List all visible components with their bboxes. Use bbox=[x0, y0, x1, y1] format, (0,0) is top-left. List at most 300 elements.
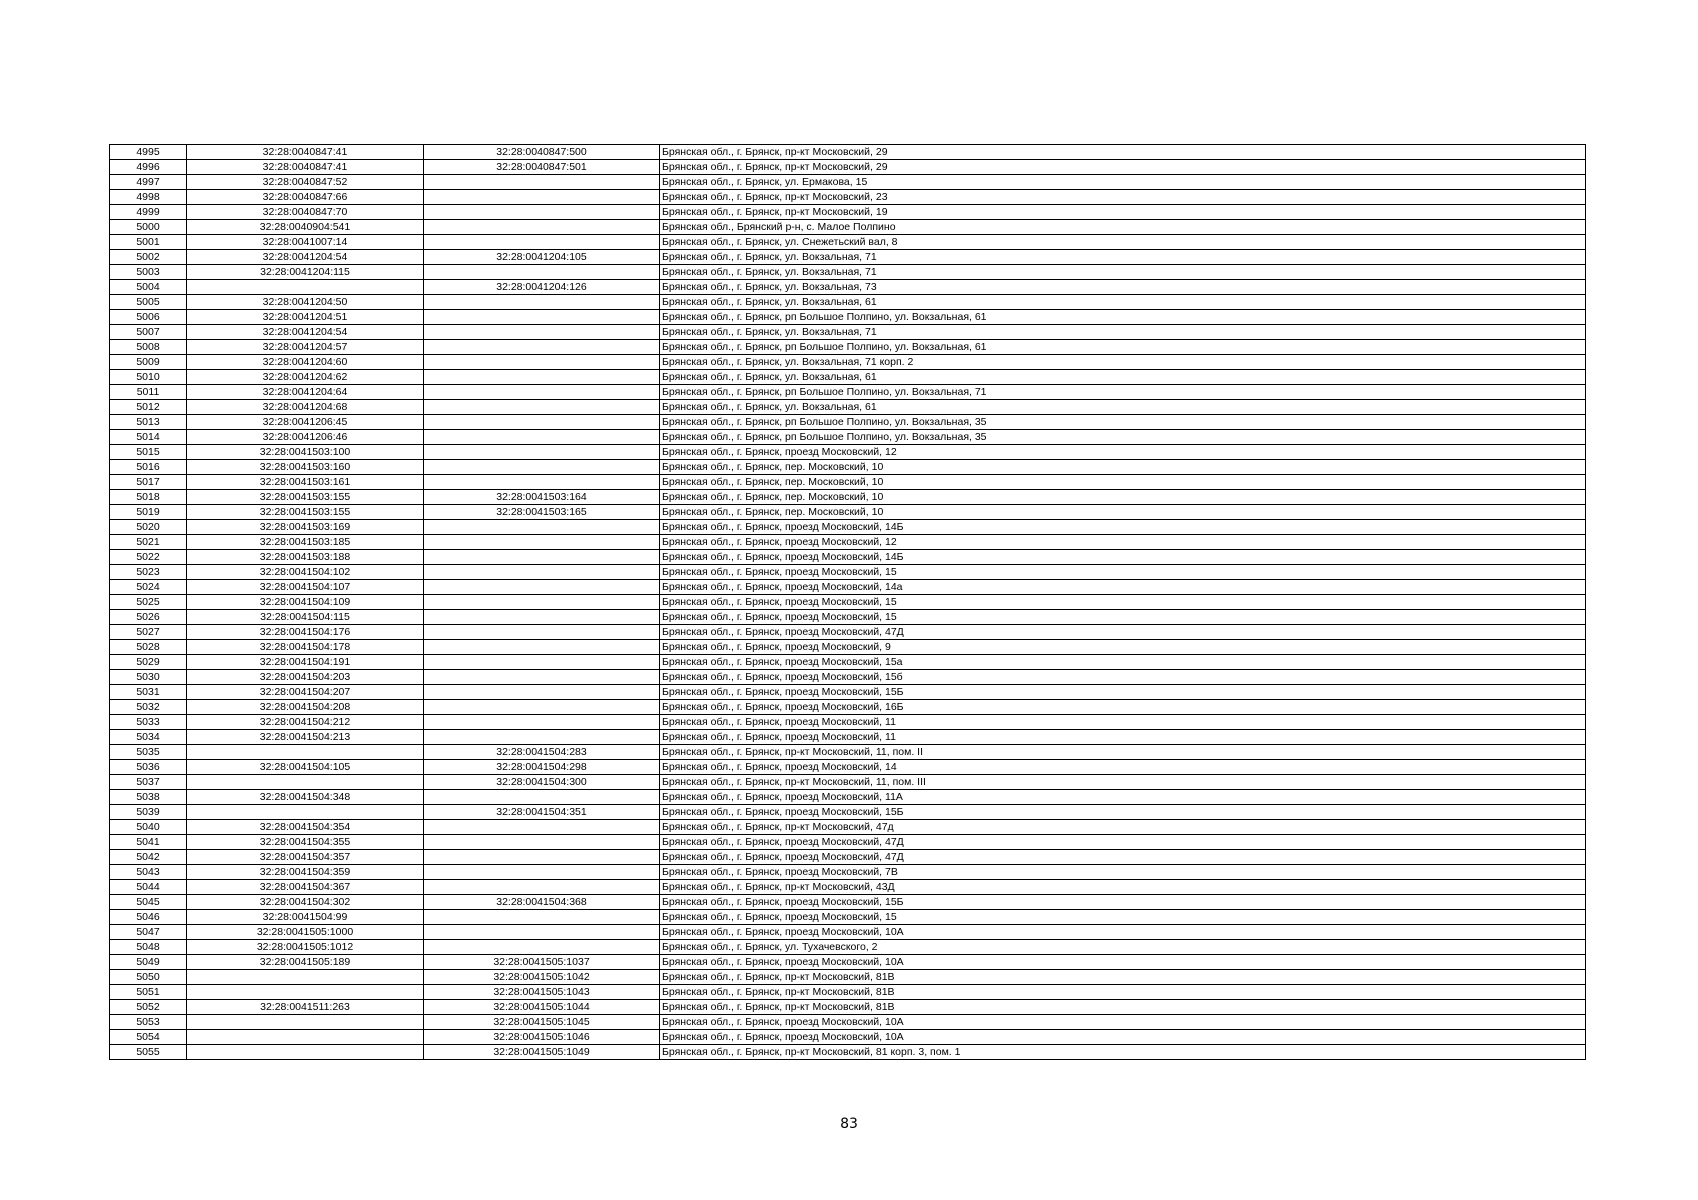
address-cell: Брянская обл., г. Брянск, проезд Московский, 14Б bbox=[660, 550, 1586, 565]
row-number-cell: 5020 bbox=[110, 520, 187, 535]
address-cell: Брянская обл., г. Брянск, рп Большое Полпино, ул. Вокзальная, 71 bbox=[660, 385, 1586, 400]
address-cell: Брянская обл., г. Брянск, проезд Московский, 47Д bbox=[660, 850, 1586, 865]
object-cadastral-number-cell bbox=[424, 685, 660, 700]
table-row bbox=[110, 1015, 1586, 1030]
row-number-cell: 5024 bbox=[110, 580, 187, 595]
row-number-cell: 5002 bbox=[110, 250, 187, 265]
object-cadastral-number-cell bbox=[424, 865, 660, 880]
table-row bbox=[110, 235, 1586, 250]
table-row bbox=[110, 775, 1586, 790]
object-cadastral-number-cell bbox=[424, 940, 660, 955]
row-number-cell: 5033 bbox=[110, 715, 187, 730]
object-cadastral-number-cell: 32:28:0040847:501 bbox=[424, 160, 660, 175]
object-cadastral-number-cell bbox=[424, 730, 660, 745]
object-cadastral-number-cell bbox=[424, 370, 660, 385]
row-number-cell: 5009 bbox=[110, 355, 187, 370]
row-number-cell: 5005 bbox=[110, 295, 187, 310]
row-number-cell: 4997 bbox=[110, 175, 187, 190]
land-cadastral-number-cell: 32:28:0041503:160 bbox=[187, 460, 424, 475]
address-cell: Брянская обл., г. Брянск, проезд Московский, 11 bbox=[660, 730, 1586, 745]
row-number-cell: 5016 bbox=[110, 460, 187, 475]
table-row bbox=[110, 340, 1586, 355]
address-cell: Брянская обл., г. Брянск, проезд Московский, 14Б bbox=[660, 520, 1586, 535]
table-row bbox=[110, 295, 1586, 310]
address-cell: Брянская обл., г. Брянск, пер. Московский, 10 bbox=[660, 490, 1586, 505]
address-cell: Брянская обл., г. Брянск, проезд Московский, 10А bbox=[660, 1015, 1586, 1030]
address-cell: Брянская обл., г. Брянск, проезд Московский, 11А bbox=[660, 790, 1586, 805]
land-cadastral-number-cell: 32:28:0041504:178 bbox=[187, 640, 424, 655]
land-cadastral-number-cell: 32:28:0041204:115 bbox=[187, 265, 424, 280]
object-cadastral-number-cell: 32:28:0041505:1046 bbox=[424, 1030, 660, 1045]
table-row bbox=[110, 715, 1586, 730]
address-cell: Брянская обл., г. Брянск, проезд Московский, 15 bbox=[660, 565, 1586, 580]
object-cadastral-number-cell bbox=[424, 640, 660, 655]
table-row bbox=[110, 355, 1586, 370]
row-number-cell: 5029 bbox=[110, 655, 187, 670]
land-cadastral-number-cell: 32:28:0041204:62 bbox=[187, 370, 424, 385]
row-number-cell: 5028 bbox=[110, 640, 187, 655]
object-cadastral-number-cell: 32:28:0041505:1044 bbox=[424, 1000, 660, 1015]
address-cell: Брянская обл., г. Брянск, пер. Московский, 10 bbox=[660, 475, 1586, 490]
table-row bbox=[110, 415, 1586, 430]
table-row bbox=[110, 565, 1586, 580]
address-cell: Брянская обл., г. Брянск, проезд Московский, 47Д bbox=[660, 625, 1586, 640]
land-cadastral-number-cell: 32:28:0041503:155 bbox=[187, 490, 424, 505]
table-row bbox=[110, 535, 1586, 550]
land-cadastral-number-cell: 32:28:0041204:50 bbox=[187, 295, 424, 310]
object-cadastral-number-cell: 32:28:0041505:1042 bbox=[424, 970, 660, 985]
row-number-cell: 5055 bbox=[110, 1045, 187, 1060]
land-cadastral-number-cell: 32:28:0041505:189 bbox=[187, 955, 424, 970]
address-cell: Брянская обл., г. Брянск, проезд Московский, 47Д bbox=[660, 835, 1586, 850]
land-cadastral-number-cell: 32:28:0041504:212 bbox=[187, 715, 424, 730]
address-cell: Брянская обл., г. Брянск, ул. Вокзальная, 71 bbox=[660, 325, 1586, 340]
row-number-cell: 5040 bbox=[110, 820, 187, 835]
land-cadastral-number-cell: 32:28:0041503:188 bbox=[187, 550, 424, 565]
object-cadastral-number-cell bbox=[424, 220, 660, 235]
row-number-cell: 5052 bbox=[110, 1000, 187, 1015]
object-cadastral-number-cell bbox=[424, 835, 660, 850]
row-number-cell: 5037 bbox=[110, 775, 187, 790]
object-cadastral-number-cell bbox=[424, 460, 660, 475]
object-cadastral-number-cell bbox=[424, 295, 660, 310]
object-cadastral-number-cell bbox=[424, 910, 660, 925]
land-cadastral-number-cell: 32:28:0041504:359 bbox=[187, 865, 424, 880]
address-cell: Брянская обл., г. Брянск, ул. Вокзальная, 61 bbox=[660, 370, 1586, 385]
row-number-cell: 5003 bbox=[110, 265, 187, 280]
address-cell: Брянская обл., г. Брянск, ул. Вокзальная, 71 корп. 2 bbox=[660, 355, 1586, 370]
row-number-cell: 5026 bbox=[110, 610, 187, 625]
row-number-cell: 5018 bbox=[110, 490, 187, 505]
address-cell: Брянская обл., г. Брянск, проезд Московский, 15Б bbox=[660, 895, 1586, 910]
table-row bbox=[110, 490, 1586, 505]
table-row bbox=[110, 205, 1586, 220]
address-cell: Брянская обл., г. Брянск, проезд Московский, 15Б bbox=[660, 685, 1586, 700]
address-cell: Брянская обл., г. Брянск, ул. Вокзальная, 73 bbox=[660, 280, 1586, 295]
table-row bbox=[110, 730, 1586, 745]
row-number-cell: 5006 bbox=[110, 310, 187, 325]
address-cell: Брянская обл., г. Брянск, ул. Вокзальная, 71 bbox=[660, 250, 1586, 265]
land-cadastral-number-cell bbox=[187, 1030, 424, 1045]
object-cadastral-number-cell: 32:28:0041503:165 bbox=[424, 505, 660, 520]
row-number-cell: 5034 bbox=[110, 730, 187, 745]
land-cadastral-number-cell: 32:28:0040847:66 bbox=[187, 190, 424, 205]
table-row bbox=[110, 955, 1586, 970]
land-cadastral-number-cell: 32:28:0041505:1000 bbox=[187, 925, 424, 940]
row-number-cell: 5025 bbox=[110, 595, 187, 610]
table-row bbox=[110, 310, 1586, 325]
land-cadastral-number-cell: 32:28:0041504:102 bbox=[187, 565, 424, 580]
row-number-cell: 5032 bbox=[110, 700, 187, 715]
address-cell: Брянская обл., г. Брянск, рп Большое Полпино, ул. Вокзальная, 61 bbox=[660, 310, 1586, 325]
land-cadastral-number-cell: 32:28:0041204:51 bbox=[187, 310, 424, 325]
land-cadastral-number-cell: 32:28:0040847:41 bbox=[187, 145, 424, 160]
land-cadastral-number-cell: 32:28:0041504:213 bbox=[187, 730, 424, 745]
table-row bbox=[110, 850, 1586, 865]
table-row bbox=[110, 385, 1586, 400]
address-cell: Брянская обл., г. Брянск, пр-кт Московский, 11, пом. II bbox=[660, 745, 1586, 760]
land-cadastral-number-cell: 32:28:0041504:109 bbox=[187, 595, 424, 610]
land-cadastral-number-cell bbox=[187, 745, 424, 760]
land-cadastral-number-cell: 32:28:0041204:68 bbox=[187, 400, 424, 415]
object-cadastral-number-cell bbox=[424, 715, 660, 730]
row-number-cell: 4995 bbox=[110, 145, 187, 160]
land-cadastral-number-cell: 32:28:0041504:115 bbox=[187, 610, 424, 625]
object-cadastral-number-cell bbox=[424, 400, 660, 415]
row-number-cell: 5004 bbox=[110, 280, 187, 295]
object-cadastral-number-cell bbox=[424, 340, 660, 355]
row-number-cell: 5044 bbox=[110, 880, 187, 895]
row-number-cell: 5012 bbox=[110, 400, 187, 415]
object-cadastral-number-cell bbox=[424, 925, 660, 940]
object-cadastral-number-cell bbox=[424, 565, 660, 580]
land-cadastral-number-cell: 32:28:0041503:161 bbox=[187, 475, 424, 490]
row-number-cell: 5000 bbox=[110, 220, 187, 235]
object-cadastral-number-cell bbox=[424, 355, 660, 370]
address-cell: Брянская обл., г. Брянск, пр-кт Московский, 81В bbox=[660, 1000, 1586, 1015]
row-number-cell: 5039 bbox=[110, 805, 187, 820]
table-row bbox=[110, 610, 1586, 625]
row-number-cell: 5043 bbox=[110, 865, 187, 880]
object-cadastral-number-cell bbox=[424, 310, 660, 325]
land-cadastral-number-cell: 32:28:0041504:207 bbox=[187, 685, 424, 700]
land-cadastral-number-cell: 32:28:0041503:155 bbox=[187, 505, 424, 520]
land-cadastral-number-cell: 32:28:0041504:203 bbox=[187, 670, 424, 685]
table-row bbox=[110, 595, 1586, 610]
object-cadastral-number-cell: 32:28:0040847:500 bbox=[424, 145, 660, 160]
row-number-cell: 5021 bbox=[110, 535, 187, 550]
table-row bbox=[110, 400, 1586, 415]
object-cadastral-number-cell bbox=[424, 205, 660, 220]
land-cadastral-number-cell bbox=[187, 1045, 424, 1060]
land-cadastral-number-cell: 32:28:0040847:41 bbox=[187, 160, 424, 175]
object-cadastral-number-cell bbox=[424, 535, 660, 550]
table-row bbox=[110, 880, 1586, 895]
table-row bbox=[110, 700, 1586, 715]
object-cadastral-number-cell bbox=[424, 850, 660, 865]
address-cell: Брянская обл., Брянский р-н, с. Малое Полпино bbox=[660, 220, 1586, 235]
row-number-cell: 5017 bbox=[110, 475, 187, 490]
address-cell: Брянская обл., г. Брянск, ул. Ермакова, 15 bbox=[660, 175, 1586, 190]
address-cell: Брянская обл., г. Брянск, пр-кт Московский, 43Д bbox=[660, 880, 1586, 895]
table-row bbox=[110, 175, 1586, 190]
table-row bbox=[110, 745, 1586, 760]
row-number-cell: 5047 bbox=[110, 925, 187, 940]
address-cell: Брянская обл., г. Брянск, проезд Московский, 15а bbox=[660, 655, 1586, 670]
address-cell: Брянская обл., г. Брянск, проезд Московский, 16Б bbox=[660, 700, 1586, 715]
row-number-cell: 5010 bbox=[110, 370, 187, 385]
address-cell: Брянская обл., г. Брянск, проезд Московский, 14а bbox=[660, 580, 1586, 595]
land-cadastral-number-cell: 32:28:0041206:45 bbox=[187, 415, 424, 430]
address-cell: Брянская обл., г. Брянск, ул. Снежетьский вал, 8 bbox=[660, 235, 1586, 250]
table-row bbox=[110, 445, 1586, 460]
address-cell: Брянская обл., г. Брянск, проезд Московский, 12 bbox=[660, 535, 1586, 550]
address-cell: Брянская обл., г. Брянск, проезд Московский, 15 bbox=[660, 610, 1586, 625]
table-row bbox=[110, 685, 1586, 700]
object-cadastral-number-cell bbox=[424, 580, 660, 595]
address-cell: Брянская обл., г. Брянск, ул. Вокзальная, 61 bbox=[660, 400, 1586, 415]
object-cadastral-number-cell: 32:28:0041505:1037 bbox=[424, 955, 660, 970]
land-cadastral-number-cell: 32:28:0041504:302 bbox=[187, 895, 424, 910]
object-cadastral-number-cell bbox=[424, 175, 660, 190]
land-cadastral-number-cell: 32:28:0041504:357 bbox=[187, 850, 424, 865]
object-cadastral-number-cell: 32:28:0041504:368 bbox=[424, 895, 660, 910]
table-row bbox=[110, 250, 1586, 265]
row-number-cell: 5001 bbox=[110, 235, 187, 250]
row-number-cell: 5031 bbox=[110, 685, 187, 700]
row-number-cell: 5015 bbox=[110, 445, 187, 460]
row-number-cell: 5023 bbox=[110, 565, 187, 580]
table-row bbox=[110, 1030, 1586, 1045]
registry-table bbox=[109, 144, 1586, 1060]
table-row bbox=[110, 280, 1586, 295]
land-cadastral-number-cell: 32:28:0041504:105 bbox=[187, 760, 424, 775]
land-cadastral-number-cell: 32:28:0041504:107 bbox=[187, 580, 424, 595]
address-cell: Брянская обл., г. Брянск, пр-кт Московский, 29 bbox=[660, 160, 1586, 175]
address-cell: Брянская обл., г. Брянск, пр-кт Московский, 23 bbox=[660, 190, 1586, 205]
table-row bbox=[110, 865, 1586, 880]
land-cadastral-number-cell: 32:28:0041504:354 bbox=[187, 820, 424, 835]
table-row bbox=[110, 220, 1586, 235]
table-row bbox=[110, 505, 1586, 520]
land-cadastral-number-cell bbox=[187, 775, 424, 790]
object-cadastral-number-cell: 32:28:0041504:283 bbox=[424, 745, 660, 760]
address-cell: Брянская обл., г. Брянск, проезд Московский, 14 bbox=[660, 760, 1586, 775]
object-cadastral-number-cell bbox=[424, 820, 660, 835]
address-cell: Брянская обл., г. Брянск, рп Большое Полпино, ул. Вокзальная, 35 bbox=[660, 430, 1586, 445]
address-cell: Брянская обл., г. Брянск, пр-кт Московский, 81В bbox=[660, 970, 1586, 985]
table-row bbox=[110, 940, 1586, 955]
land-cadastral-number-cell: 32:28:0041504:348 bbox=[187, 790, 424, 805]
address-cell: Брянская обл., г. Брянск, пр-кт Московский, 81 корп. 3, пом. 1 bbox=[660, 1045, 1586, 1060]
land-cadastral-number-cell: 32:28:0041504:191 bbox=[187, 655, 424, 670]
row-number-cell: 5050 bbox=[110, 970, 187, 985]
object-cadastral-number-cell bbox=[424, 520, 660, 535]
row-number-cell: 5041 bbox=[110, 835, 187, 850]
object-cadastral-number-cell bbox=[424, 700, 660, 715]
object-cadastral-number-cell bbox=[424, 790, 660, 805]
land-cadastral-number-cell: 32:28:0041503:100 bbox=[187, 445, 424, 460]
row-number-cell: 5053 bbox=[110, 1015, 187, 1030]
table-row bbox=[110, 625, 1586, 640]
object-cadastral-number-cell: 32:28:0041504:351 bbox=[424, 805, 660, 820]
object-cadastral-number-cell bbox=[424, 595, 660, 610]
table-row bbox=[110, 370, 1586, 385]
table-row bbox=[110, 430, 1586, 445]
row-number-cell: 5054 bbox=[110, 1030, 187, 1045]
land-cadastral-number-cell bbox=[187, 970, 424, 985]
address-cell: Брянская обл., г. Брянск, ул. Вокзальная, 71 bbox=[660, 265, 1586, 280]
row-number-cell: 5036 bbox=[110, 760, 187, 775]
table-row bbox=[110, 460, 1586, 475]
land-cadastral-number-cell bbox=[187, 280, 424, 295]
land-cadastral-number-cell: 32:28:0041007:14 bbox=[187, 235, 424, 250]
table-row bbox=[110, 145, 1586, 160]
address-cell: Брянская обл., г. Брянск, проезд Московский, 11 bbox=[660, 715, 1586, 730]
table-row bbox=[110, 760, 1586, 775]
row-number-cell: 5007 bbox=[110, 325, 187, 340]
land-cadastral-number-cell: 32:28:0041206:46 bbox=[187, 430, 424, 445]
object-cadastral-number-cell bbox=[424, 190, 660, 205]
table-row bbox=[110, 925, 1586, 940]
object-cadastral-number-cell bbox=[424, 385, 660, 400]
table-row bbox=[110, 910, 1586, 925]
address-cell: Брянская обл., г. Брянск, рп Большое Полпино, ул. Вокзальная, 35 bbox=[660, 415, 1586, 430]
row-number-cell: 5051 bbox=[110, 985, 187, 1000]
land-cadastral-number-cell: 32:28:0041511:263 bbox=[187, 1000, 424, 1015]
registry-table-body bbox=[110, 145, 1586, 1060]
table-row bbox=[110, 265, 1586, 280]
row-number-cell: 5048 bbox=[110, 940, 187, 955]
row-number-cell: 5008 bbox=[110, 340, 187, 355]
object-cadastral-number-cell bbox=[424, 265, 660, 280]
row-number-cell: 5013 bbox=[110, 415, 187, 430]
object-cadastral-number-cell bbox=[424, 655, 660, 670]
object-cadastral-number-cell: 32:28:0041504:300 bbox=[424, 775, 660, 790]
table-row bbox=[110, 475, 1586, 490]
address-cell: Брянская обл., г. Брянск, проезд Московский, 10А bbox=[660, 1030, 1586, 1045]
address-cell: Брянская обл., г. Брянск, проезд Московский, 15 bbox=[660, 910, 1586, 925]
address-cell: Брянская обл., г. Брянск, проезд Московский, 15 bbox=[660, 595, 1586, 610]
address-cell: Брянская обл., г. Брянск, проезд Московский, 15б bbox=[660, 670, 1586, 685]
land-cadastral-number-cell: 32:28:0041503:169 bbox=[187, 520, 424, 535]
object-cadastral-number-cell bbox=[424, 550, 660, 565]
land-cadastral-number-cell: 32:28:0040847:70 bbox=[187, 205, 424, 220]
row-number-cell: 5042 bbox=[110, 850, 187, 865]
land-cadastral-number-cell bbox=[187, 805, 424, 820]
object-cadastral-number-cell: 32:28:0041505:1043 bbox=[424, 985, 660, 1000]
table-row bbox=[110, 970, 1586, 985]
table-row bbox=[110, 190, 1586, 205]
table-row bbox=[110, 325, 1586, 340]
table-row bbox=[110, 640, 1586, 655]
object-cadastral-number-cell bbox=[424, 475, 660, 490]
address-cell: Брянская обл., г. Брянск, пр-кт Московский, 11, пом. III bbox=[660, 775, 1586, 790]
land-cadastral-number-cell: 32:28:0041204:57 bbox=[187, 340, 424, 355]
table-row bbox=[110, 895, 1586, 910]
table-row bbox=[110, 1045, 1586, 1060]
address-cell: Брянская обл., г. Брянск, рп Большое Полпино, ул. Вокзальная, 61 bbox=[660, 340, 1586, 355]
row-number-cell: 4999 bbox=[110, 205, 187, 220]
row-number-cell: 4996 bbox=[110, 160, 187, 175]
row-number-cell: 5049 bbox=[110, 955, 187, 970]
object-cadastral-number-cell: 32:28:0041503:164 bbox=[424, 490, 660, 505]
object-cadastral-number-cell bbox=[424, 610, 660, 625]
address-cell: Брянская обл., г. Брянск, проезд Московский, 10А bbox=[660, 955, 1586, 970]
row-number-cell: 5027 bbox=[110, 625, 187, 640]
table-row bbox=[110, 790, 1586, 805]
address-cell: Брянская обл., г. Брянск, проезд Московский, 12 bbox=[660, 445, 1586, 460]
address-cell: Брянская обл., г. Брянск, проезд Московский, 7В bbox=[660, 865, 1586, 880]
land-cadastral-number-cell: 32:28:0041505:1012 bbox=[187, 940, 424, 955]
address-cell: Брянская обл., г. Брянск, проезд Московский, 10А bbox=[660, 925, 1586, 940]
land-cadastral-number-cell: 32:28:0041504:355 bbox=[187, 835, 424, 850]
object-cadastral-number-cell bbox=[424, 325, 660, 340]
table-row bbox=[110, 805, 1586, 820]
object-cadastral-number-cell: 32:28:0041204:126 bbox=[424, 280, 660, 295]
land-cadastral-number-cell bbox=[187, 1015, 424, 1030]
row-number-cell: 5022 bbox=[110, 550, 187, 565]
address-cell: Брянская обл., г. Брянск, проезд Московский, 15Б bbox=[660, 805, 1586, 820]
land-cadastral-number-cell: 32:28:0041204:54 bbox=[187, 250, 424, 265]
object-cadastral-number-cell bbox=[424, 670, 660, 685]
row-number-cell: 4998 bbox=[110, 190, 187, 205]
address-cell: Брянская обл., г. Брянск, проезд Московский, 9 bbox=[660, 640, 1586, 655]
address-cell: Брянская обл., г. Брянск, пр-кт Московский, 47д bbox=[660, 820, 1586, 835]
address-cell: Брянская обл., г. Брянск, ул. Вокзальная, 61 bbox=[660, 295, 1586, 310]
page-number: 83 bbox=[840, 1116, 858, 1132]
address-cell: Брянская обл., г. Брянск, пр-кт Московский, 81В bbox=[660, 985, 1586, 1000]
object-cadastral-number-cell bbox=[424, 625, 660, 640]
address-cell: Брянская обл., г. Брянск, пр-кт Московский, 19 bbox=[660, 205, 1586, 220]
address-cell: Брянская обл., г. Брянск, пр-кт Московский, 29 bbox=[660, 145, 1586, 160]
land-cadastral-number-cell: 32:28:0041503:185 bbox=[187, 535, 424, 550]
row-number-cell: 5045 bbox=[110, 895, 187, 910]
object-cadastral-number-cell bbox=[424, 430, 660, 445]
address-cell: Брянская обл., г. Брянск, пер. Московский, 10 bbox=[660, 505, 1586, 520]
address-cell: Брянская обл., г. Брянск, ул. Тухачевского, 2 bbox=[660, 940, 1586, 955]
land-cadastral-number-cell: 32:28:0041504:208 bbox=[187, 700, 424, 715]
row-number-cell: 5038 bbox=[110, 790, 187, 805]
object-cadastral-number-cell bbox=[424, 445, 660, 460]
land-cadastral-number-cell: 32:28:0041204:60 bbox=[187, 355, 424, 370]
table-row bbox=[110, 580, 1586, 595]
row-number-cell: 5035 bbox=[110, 745, 187, 760]
table-row bbox=[110, 1000, 1586, 1015]
row-number-cell: 5046 bbox=[110, 910, 187, 925]
land-cadastral-number-cell: 32:28:0040847:52 bbox=[187, 175, 424, 190]
table-row bbox=[110, 670, 1586, 685]
object-cadastral-number-cell bbox=[424, 235, 660, 250]
row-number-cell: 5014 bbox=[110, 430, 187, 445]
object-cadastral-number-cell bbox=[424, 880, 660, 895]
row-number-cell: 5030 bbox=[110, 670, 187, 685]
table-row bbox=[110, 160, 1586, 175]
table-row bbox=[110, 820, 1586, 835]
table-row bbox=[110, 655, 1586, 670]
row-number-cell: 5011 bbox=[110, 385, 187, 400]
land-cadastral-number-cell: 32:28:0041204:64 bbox=[187, 385, 424, 400]
table-row bbox=[110, 550, 1586, 565]
land-cadastral-number-cell: 32:28:0041504:176 bbox=[187, 625, 424, 640]
object-cadastral-number-cell: 32:28:0041505:1049 bbox=[424, 1045, 660, 1060]
land-cadastral-number-cell: 32:28:0041504:99 bbox=[187, 910, 424, 925]
object-cadastral-number-cell: 32:28:0041505:1045 bbox=[424, 1015, 660, 1030]
row-number-cell: 5019 bbox=[110, 505, 187, 520]
land-cadastral-number-cell bbox=[187, 985, 424, 1000]
object-cadastral-number-cell bbox=[424, 415, 660, 430]
table-row bbox=[110, 835, 1586, 850]
